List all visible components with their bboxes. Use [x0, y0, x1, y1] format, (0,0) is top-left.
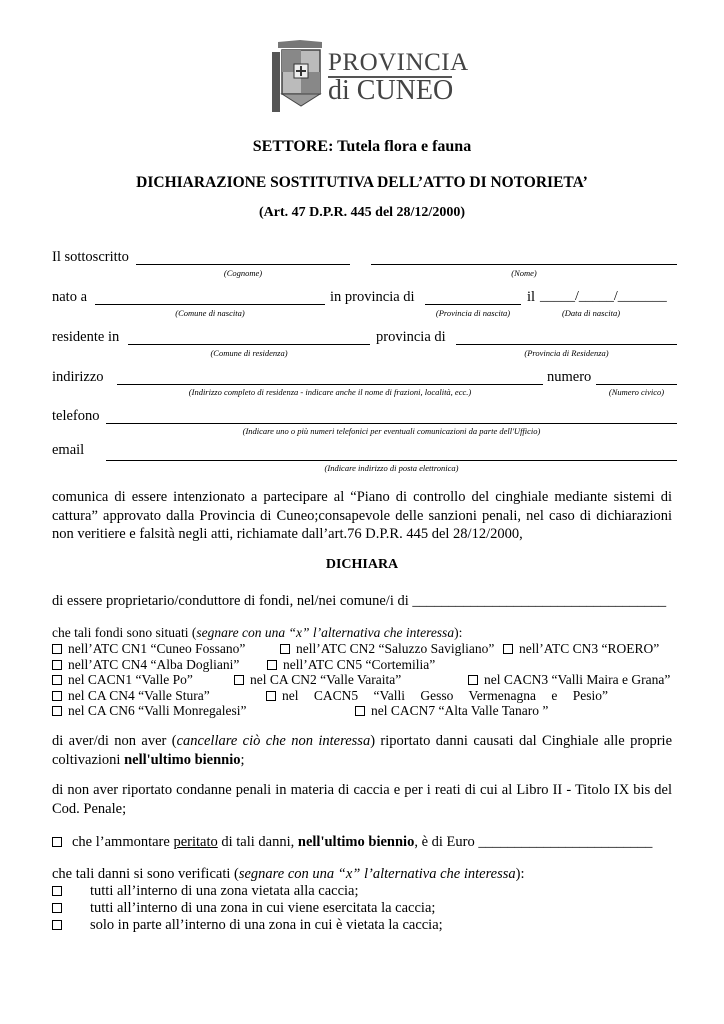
fondi-option-10[interactable]: nel CA CN6 “Valli Monregalesi” — [52, 703, 246, 719]
settore-heading: SETTORE: Tutela flora e fauna — [252, 138, 472, 155]
checkbox[interactable] — [52, 660, 62, 670]
logo-line2: di CUNEO — [328, 75, 454, 106]
verificati-option-2[interactable]: solo in parte all’interno di una zona in cui è vietata la caccia; — [52, 917, 443, 934]
checkbox[interactable] — [503, 644, 513, 654]
fondi-intro-c: ): — [454, 625, 463, 640]
checkbox[interactable] — [52, 706, 62, 716]
data-nascita-field[interactable]: _____/_____/_______ — [540, 289, 667, 304]
provincia-label: provincia di — [376, 329, 446, 345]
il-label: il — [527, 289, 536, 305]
comune-nascita-hint: (Comune di nascita) — [175, 308, 245, 318]
fondi-option-3[interactable]: nell’ATC CN4 “Alba Dogliani” — [52, 657, 239, 673]
checkbox[interactable] — [355, 706, 365, 716]
fondi-option-2[interactable]: nell’ATC CN3 “ROERO” — [503, 641, 659, 657]
data-nascita-hint: (Data di nascita) — [561, 308, 621, 318]
verificati-option-0[interactable]: tutti all’interno di una zona vietata alla caccia; — [52, 883, 359, 900]
email-label: email — [52, 442, 85, 458]
checkbox[interactable] — [52, 691, 62, 701]
fondi-intro-a: che tali fondi sono situati ( — [52, 625, 197, 640]
nome-hint: (Nome) — [511, 268, 537, 278]
checkbox[interactable] — [52, 903, 62, 913]
provincia-nascita-field[interactable] — [425, 304, 521, 305]
checkbox[interactable] — [52, 837, 62, 847]
condanne-paragraph: di non aver riportato condanne penali in materia di caccia e per i reati di cui al Libro II - Titolo IX bis del Cod. Penale; — [52, 782, 672, 817]
telefono-label: telefono — [52, 408, 100, 424]
fondi-option-11[interactable]: nel CACN7 “Alta Valle Tanaro ” — [355, 703, 548, 719]
fondi-option-0[interactable]: nell’ATC CN1 “Cuneo Fossano” — [52, 641, 245, 657]
checkbox[interactable] — [52, 920, 62, 930]
email-field[interactable] — [106, 460, 677, 461]
fondi-option-5[interactable]: nel CACN1 “Valle Po” — [52, 672, 193, 688]
fondi-option-7[interactable]: nel CACN3 “Valli Maira e Grana” — [468, 672, 670, 688]
indirizzo-field[interactable] — [117, 384, 543, 385]
document-subtitle: (Art. 47 D.P.R. 445 del 28/12/2000) — [259, 205, 465, 220]
checkbox[interactable] — [280, 644, 290, 654]
nome-field[interactable] — [371, 264, 677, 265]
comune-residenza-hint: (Comune di residenza) — [210, 348, 288, 358]
sottoscritto-label: Il sottoscritto — [52, 249, 129, 265]
numero-field[interactable] — [596, 384, 677, 385]
nato-label: nato a — [52, 289, 88, 305]
fondi-option-1[interactable]: nell’ATC CN2 “Saluzzo Savigliano” — [280, 641, 494, 657]
dichiara-heading: DICHIARA — [325, 557, 399, 572]
fondi-option-4[interactable]: nell’ATC CN5 “Cortemilia” — [267, 657, 435, 673]
fondi-intro — [52, 625, 462, 641]
province-logo — [272, 40, 469, 115]
indirizzo-label: indirizzo — [52, 369, 104, 385]
fondi-option-6[interactable]: nel CA CN2 “Valle Varaita” — [234, 672, 401, 688]
proprietario-statement: di essere proprietario/conduttore di fondi, nel/nei comune/i di ___________________________________ — [52, 593, 667, 609]
checkbox[interactable] — [266, 691, 276, 701]
checkbox[interactable] — [52, 644, 62, 654]
cognome-hint: (Cognome) — [223, 268, 263, 278]
indirizzo-hint: (Indirizzo completo di residenza - indicare anche il nome di frazioni, località, ecc.) — [188, 387, 472, 397]
checkbox[interactable] — [468, 675, 478, 685]
provincia-residenza-hint: (Provincia di Residenza) — [524, 348, 609, 358]
comunica-paragraph: comunica di essere intenzionato a partecipare al “Piano di controllo del cinghiale mediante sistemi di cattura” approvato dalla Provincia di Cuneo;consapevole delle sanzioni penali, nel caso di dichiarazioni non veritiere e falsità negli atti, richiamate dall’art.76 D.P.R. 445 del 28/12/2000, — [52, 489, 672, 542]
fondi-option-8[interactable]: nel CA CN4 “Valle Stura” — [52, 688, 210, 704]
checkbox[interactable] — [267, 660, 277, 670]
checkbox[interactable] — [52, 675, 62, 685]
comune-nascita-field[interactable] — [95, 304, 325, 305]
verificati-intro: che tali danni si sono verificati (segnare con una “x” l’alternativa che interessa): — [52, 866, 525, 882]
logo-line1: PROVINCIA — [328, 49, 469, 76]
comune-residenza-field[interactable] — [128, 344, 370, 345]
provincia-nascita-hint: (Provincia di nascita) — [435, 308, 511, 318]
ammontare-row[interactable]: che l’ammontare peritato di tali danni, nell'ultimo biennio, è di Euro ________________________ — [52, 834, 652, 851]
telefono-field[interactable] — [106, 423, 677, 424]
telefono-hint: (Indicare uno o più numeri telefonici per eventuali comunicazioni da parte dell'Ufficio) — [242, 426, 541, 436]
document-title: DICHIARAZIONE SOSTITUTIVA DELL’ATTO DI NOTORIETA’ — [136, 174, 588, 191]
fondi-intro-b: segnare con una “x” l’alternativa che interessa — [196, 625, 455, 640]
in-provincia-label: in provincia di — [330, 289, 415, 305]
checkbox[interactable] — [234, 675, 244, 685]
numero-label: numero — [547, 369, 592, 385]
numero-hint: (Numero civico) — [608, 387, 665, 397]
verificati-option-1[interactable]: tutti all’interno di una zona in cui viene esercitata la caccia; — [52, 900, 435, 917]
residente-label: residente in — [52, 329, 120, 345]
logo-text — [328, 50, 469, 106]
fondi-option-9[interactable]: nel CACN5 “Valli Gesso Vermenagna e Pesio” — [266, 688, 608, 704]
danni-paragraph: di aver/di non aver (cancellare ciò che non interessa) riportato danni causati dal Cinghiale alle proprie coltivazioni nell'ultimo biennio; — [52, 733, 673, 768]
cognome-field[interactable] — [136, 264, 350, 265]
coat-of-arms-icon — [272, 40, 328, 115]
provincia-residenza-field[interactable] — [456, 344, 677, 345]
email-hint: (Indicare indirizzo di posta elettronica) — [324, 463, 459, 473]
checkbox[interactable] — [52, 886, 62, 896]
